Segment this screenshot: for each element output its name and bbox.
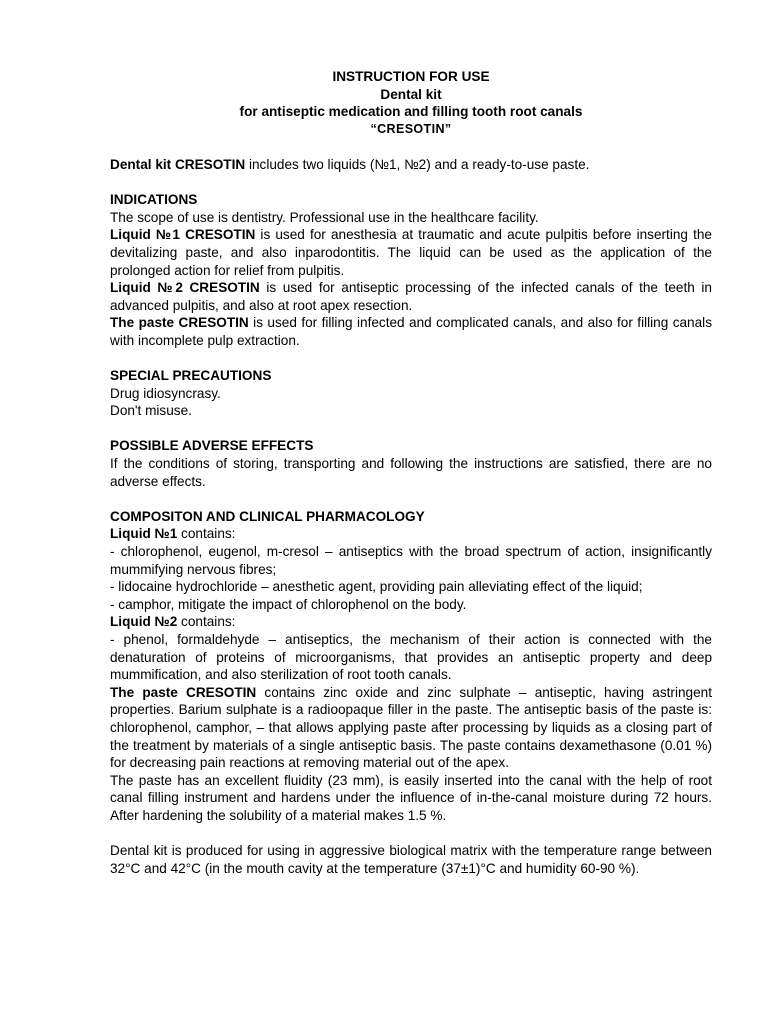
liquid2-contains-text: contains: [177,614,236,630]
indications-liquid2 [110,279,712,314]
liquid2-name: Liquid №2 CRESOTIN [110,280,260,296]
liquid1-contains-text: contains: [177,526,236,542]
precautions-line-1: Drug idiosyncrasy. [110,385,221,401]
header-description: for antiseptic medication and filling tooth root canals [239,104,583,120]
indications-liquid1 [110,226,712,279]
liquid1-item: - lidocaine hydrochloride – anesthetic agent, providing pain alleviating effect of the liquid; [110,579,643,595]
indications-heading: INDICATIONS [110,192,198,208]
paste-composition-text: contains zinc oxide and zinc sulphate – antiseptic, having astringent properties. Barium sulphate is a radioopaque filler in the paste. The antiseptic basis of the paste is: chlorophenol, camphor, – that allows applying paste after processing by liquids as a closing part of the treatment by materials of a single antiseptic basis. The paste contains dexamethasone (0.01 %) for decreasing pain reactions at removing material out of the apex. [110,684,712,771]
indications-scope: The scope of use is dentistry. Professional use in the healthcare facility. [110,209,539,225]
precautions-line-2: Don't misuse. [110,403,192,419]
intro-bold: Dental kit CRESOTIN [110,156,246,172]
intro-text: includes two liquids (№1, №2) and a ready-to-use paste. [245,156,590,172]
paste-name: The paste CRESOTIN [110,315,249,331]
header-title: INSTRUCTION FOR USE [332,69,490,84]
liquid2-label: Liquid №2 [110,614,178,630]
indications-paste [110,314,712,349]
composition-heading: COMPOSITON AND CLINICAL PHARMACOLOGY [110,508,425,524]
precautions-heading: SPECIAL PRECAUTIONS [110,368,272,384]
intro-paragraph [110,156,712,174]
liquid1-contains [110,525,712,543]
header-subtitle: Dental kit [380,86,442,102]
document-header [110,68,712,138]
paste-label: The paste CRESOTIN [110,684,257,700]
liquid1-indication: is used for anesthesia at traumatic and acute pulpitis before inserting the devitalizing paste, and also inparodontitis. The liquid can be used as the application of the prolonged action for relief from pulpitis. [110,227,712,278]
adverse-heading: POSSIBLE ADVERSE EFFECTS [110,438,314,454]
liquid1-item: - camphor, mitigate the impact of chlorophenol on the body. [110,596,467,612]
adverse-text: If the conditions of storing, transporting and following the instructions are satisfied, there are no adverse effects. [110,456,712,489]
liquid2-item: - phenol, formaldehyde – antiseptics, the mechanism of their action is connected with the denaturation of proteins of microorganisms, that provides an antiseptic property and deep mummification, and also sterilization of root tooth canals. [110,632,712,683]
liquid1-name: Liquid №1 CRESOTIN [110,227,256,243]
header-product-name: “CRESOTIN” [370,121,452,136]
paste-fluidity: The paste has an excellent fluidity (23 mm), is easily inserted into the canal with the help of root canal filling instrument and hardens under the influence of in-the-canal moisture during 72 hours. After hardening the solubility of a material makes 1.5 %. [110,772,712,823]
paste-composition [110,684,712,772]
liquid1-item: - chlorophenol, eugenol, m-cresol – antiseptics with the broad spectrum of action, insignificantly mummifying nervous fibres; [110,544,712,577]
liquid1-label: Liquid №1 [110,526,178,542]
liquid2-contains [110,613,712,631]
closing-paragraph: Dental kit is produced for using in aggressive biological matrix with the temperature range between 32°C and 42°C (in the mouth cavity at the temperature (37±1)°C and humidity 60-90 %). [110,843,712,876]
liquid2-indication: is used for antiseptic processing of the infected canals of the teeth in advanced pulpitis, and also at root apex resection. [110,280,712,313]
paste-indication: is used for filling infected and complicated canals, and also for filling canals with incomplete pulp extraction. [110,315,712,348]
